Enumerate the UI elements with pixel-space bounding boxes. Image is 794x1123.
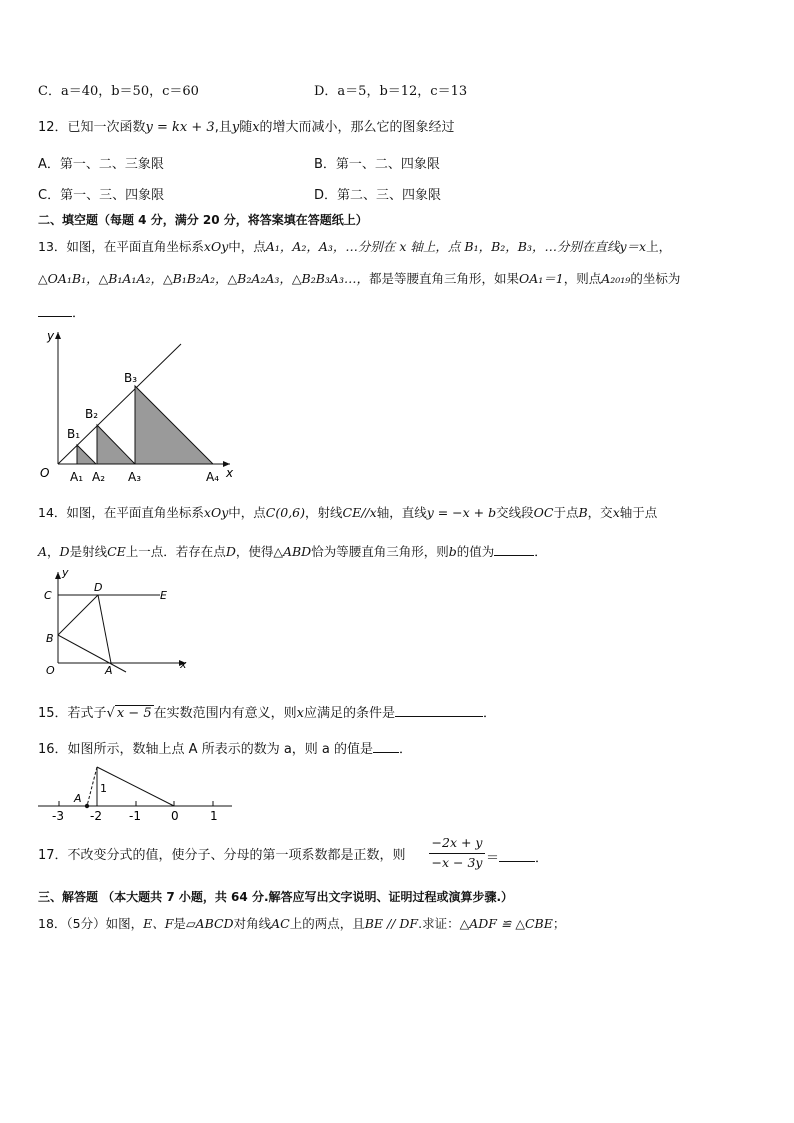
q14-text-j: 是射线	[69, 544, 108, 559]
q13-label-b1: B₁	[67, 427, 81, 441]
q18-end: ；	[552, 916, 566, 931]
q14-line2	[38, 543, 547, 559]
q13-text-f: 的坐标为	[630, 271, 681, 286]
q14-text-f: 于点	[553, 505, 579, 520]
q14-coord-sys: xOy	[203, 505, 229, 520]
q14-text-d: 轴，直线	[376, 505, 427, 520]
q14-ray-ce: CE	[107, 544, 126, 559]
q13-a2019: A₂₀₁₉	[601, 271, 631, 286]
q13-label-b2: B₂	[85, 407, 99, 421]
q14-answer-blank	[494, 543, 534, 556]
q18-points: E、F	[143, 916, 174, 931]
q16-end: ．	[399, 742, 413, 757]
q12-option-b: B．第一、二、四象限	[314, 157, 440, 172]
q12-option-d: D．第二、三、四象限	[314, 188, 442, 203]
q13-answer-blank	[38, 304, 72, 317]
q14-triangle: △ABD	[273, 544, 312, 559]
q14-y-arrow	[55, 572, 61, 579]
q14-text-h: 轴于点	[619, 505, 658, 520]
q11-option-d: D．a＝5，b＝12，c＝13	[314, 84, 468, 99]
q14-text-e: 交线段	[496, 505, 534, 520]
q12-stem	[38, 121, 455, 134]
q12-prefix: 12．已知一次函数	[38, 120, 146, 135]
q13-text-a: 13．如图，在平面直角坐标系	[38, 239, 204, 254]
q18-ac: AC	[271, 916, 290, 931]
q14-end: ．	[534, 544, 547, 559]
q16-label-height: 1	[100, 782, 107, 795]
q14-pt-a: A	[38, 544, 48, 559]
q12-var-x: x	[252, 120, 260, 135]
q13-line1	[38, 241, 671, 254]
q15-answer-blank	[395, 704, 483, 717]
q13-triangles: △OA₁B₁，△B₁A₁A₂，△B₁B₂A₂，△B₂A₂A₃，△B₂B₃A₃…，	[38, 271, 369, 286]
q14-point-c: C(0,6)	[265, 505, 305, 520]
q18-stem	[38, 918, 565, 931]
q13-oa1: OA₁＝1	[518, 271, 564, 286]
q14-label-b: B	[46, 632, 54, 645]
q14-ray: CE//x	[342, 505, 377, 520]
q15-var-x: x	[296, 706, 304, 721]
q17-answer-blank	[499, 849, 535, 862]
q14-label-x: x	[180, 658, 187, 671]
q12-option-c: C．第一、三、四象限	[38, 188, 165, 203]
q13-text-b: 中，点	[228, 239, 266, 254]
q16-label-0: 0	[171, 809, 179, 823]
q13-label-a2: A₂	[92, 470, 106, 484]
q14-var-b: b	[448, 544, 457, 559]
q14-label-y: y	[62, 566, 69, 579]
q15-prefix: 15．若式子	[38, 706, 107, 721]
q13-line-eq: y＝x	[619, 239, 647, 254]
q18-prefix: 18．（5分）如图，	[38, 916, 144, 931]
q12-var-y: y	[231, 120, 240, 135]
q14-text-c: ，射线	[305, 505, 343, 520]
q12-text2: 随	[239, 120, 253, 135]
q13-figure	[34, 326, 244, 486]
section-2-heading: 二、填空题（每题 4 分，满分 20 分，将答案填在答题纸上）	[38, 213, 368, 227]
q18-text-1: 是	[173, 916, 186, 931]
section-3-heading: 三、解答题 （本大题共 7 小题，共 64 分.解答应写出文字说明、证明过程或演算步骤.）	[38, 890, 514, 904]
q13-label-o: O	[40, 466, 50, 480]
q17-tail	[486, 849, 548, 865]
q14-pt-d: D	[59, 544, 70, 559]
q13-line3	[38, 304, 85, 320]
radical-sign-icon: √	[106, 706, 115, 721]
q18-parallel: BE // DF	[364, 916, 419, 931]
q17-numerator: −2x + y	[431, 835, 483, 850]
q17-stem: 17．不改变分式的值，使分子、分母的第一项系数都是正数，则	[38, 848, 406, 863]
q15-middle: 在实数范围内有意义，则	[153, 706, 297, 721]
q18-text-2: 对角线	[233, 916, 272, 931]
q13-line2	[38, 273, 680, 286]
q14-text-n: 的值为	[456, 544, 495, 559]
q14-text-i: ，	[47, 544, 60, 559]
q16-figure	[38, 762, 232, 824]
q14-var-x: x	[612, 505, 620, 520]
q11-option-c: C．a＝40，b＝50，c＝60	[38, 84, 199, 99]
q14-label-e: E	[160, 589, 167, 602]
q13-end: ．	[72, 306, 86, 321]
q14-text-m: 恰为等腰直角三角形，则	[311, 544, 449, 559]
q14-segment-bd	[58, 595, 98, 635]
q16-point-a	[85, 804, 89, 808]
q14-line1	[38, 507, 657, 520]
q13-text-c: 上，	[646, 239, 672, 254]
q13-coord-sys: xOy	[203, 239, 229, 254]
q15-radicand: x − 5	[116, 706, 152, 721]
q16-text: 16．如图所示，数轴上点 A 所表示的数为 a，则 a 的值是	[38, 742, 374, 757]
q14-pt-d2: D	[225, 544, 236, 559]
q14-label-c: C	[44, 589, 52, 602]
q13-label-b3: B₃	[124, 371, 138, 385]
q17-denominator: −x − 3y	[431, 854, 483, 870]
q14-text-b: 中，点	[228, 505, 266, 520]
q13-label-y: y	[47, 329, 55, 343]
q15-end: ．	[482, 706, 496, 721]
q15-stem	[38, 704, 496, 720]
q14-line-eq: y = −x + b	[426, 505, 497, 520]
q13-text-e: ，则点	[563, 271, 602, 286]
q14-seg: OC	[533, 505, 554, 520]
q12-formula: y = kx + 3	[145, 120, 215, 135]
q14-label-a: A	[105, 664, 113, 677]
q16-label-neg3: -3	[52, 809, 64, 823]
q12-option-a: A．第一、二、三象限	[38, 157, 164, 172]
q16-label-1: 1	[210, 809, 218, 823]
q14-text-g: ，交	[587, 505, 613, 520]
q17-fraction-bar	[429, 853, 485, 854]
q13-label-x: x	[226, 466, 234, 480]
q17-end: ．	[535, 851, 549, 866]
q13-label-a1: A₁	[70, 470, 84, 484]
q14-label-d: D	[94, 581, 103, 594]
q14-figure	[38, 566, 198, 680]
q13-triangle-b2a2a3	[97, 425, 135, 464]
q18-proof-statement: △ADF ≌ △CBE	[459, 916, 553, 931]
q14-text-a: 14．如图，在平面直角坐标系	[38, 505, 204, 520]
q16-stem	[38, 740, 412, 756]
q16-label-neg2: -2	[90, 809, 102, 823]
q13-text-d: 都是等腰直角三角形，如果	[368, 271, 519, 286]
q13-triangle-b1a1a2	[77, 445, 96, 464]
q13-triangle-b3a3a4	[135, 386, 213, 464]
q14-segment-da	[98, 595, 111, 663]
q16-hypotenuse	[97, 767, 174, 806]
q16-label-neg1: -1	[129, 809, 141, 823]
q13-y-arrow	[55, 332, 61, 339]
q13-points: A₁，A₂，A₃，…分别在 x 轴上，点 B₁，B₂，B₃，…分别在直线	[265, 239, 620, 254]
q16-label-a: A	[74, 792, 82, 805]
q14-label-o: O	[46, 664, 55, 677]
q18-parallelogram: ▱ABCD	[185, 916, 234, 931]
q14-text-l: ，使得	[235, 544, 274, 559]
q13-label-a4: A₄	[206, 470, 220, 484]
q17-equals: ＝	[486, 851, 500, 866]
q18-text-3: 上的两点，且	[289, 916, 365, 931]
q14-line-ba	[58, 635, 126, 672]
q17-fraction	[429, 837, 485, 869]
q14-text-k: 上一点．若存在点	[125, 544, 226, 559]
q14-pt-b: B	[578, 505, 588, 520]
q12-suffix: 的增大而减小，那么它的图象经过	[259, 120, 455, 135]
q15-suffix: 应满足的条件是	[303, 706, 395, 721]
q16-answer-blank	[373, 740, 399, 753]
q18-text-4: .求证：	[418, 916, 460, 931]
q12-middle: ,且	[214, 120, 232, 135]
q16-arc-dashed	[87, 767, 97, 806]
q13-label-a3: A₃	[128, 470, 142, 484]
